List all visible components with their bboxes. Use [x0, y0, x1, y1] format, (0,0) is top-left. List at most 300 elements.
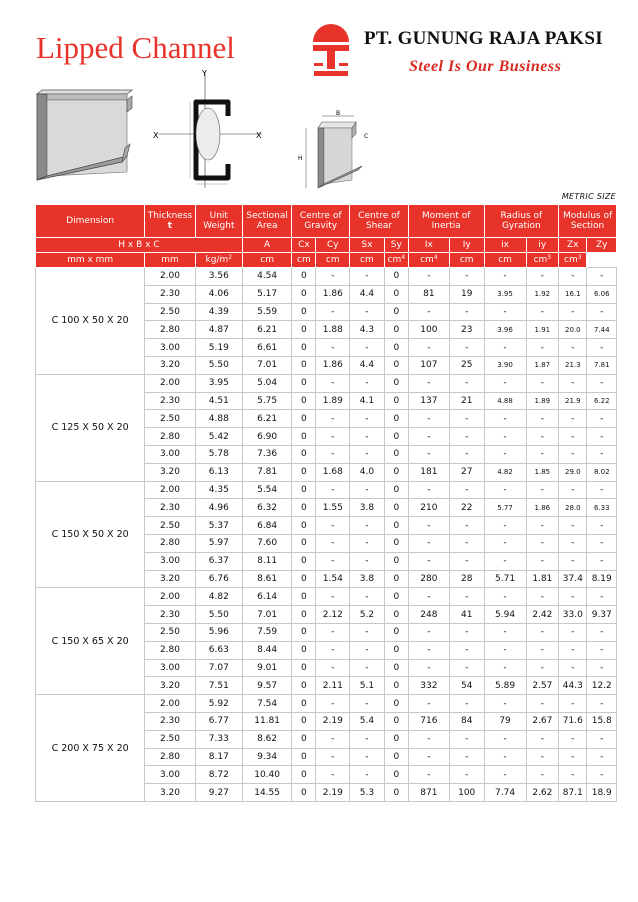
table-cell: -: [408, 517, 449, 535]
table-cell: 3.20: [145, 784, 195, 802]
table-cell: -: [316, 659, 350, 677]
table-cell: 0: [292, 392, 316, 410]
table-cell: 5.92: [195, 695, 242, 713]
table-cell: 7.01: [242, 606, 291, 624]
table-cell: -: [484, 623, 526, 641]
table-cell: 7.44: [587, 321, 617, 339]
table-cell: 79: [484, 712, 526, 730]
table-cell: -: [587, 481, 617, 499]
table-cell: -: [559, 641, 587, 659]
table-cell: -: [449, 659, 484, 677]
table-cell: -: [587, 268, 617, 286]
table-cell: 9.57: [242, 677, 291, 695]
table-cell: -: [350, 481, 385, 499]
table-cell: -: [449, 588, 484, 606]
table-cell: 1.68: [316, 463, 350, 481]
table-cell: 4.39: [195, 303, 242, 321]
header-symbol: Cy: [316, 238, 350, 253]
table-cell: 332: [408, 677, 449, 695]
table-cell: 2.00: [145, 695, 195, 713]
table-cell: 3.00: [145, 445, 195, 463]
table-cell: 0: [384, 356, 408, 374]
table-cell: 28: [449, 570, 484, 588]
table-cell: -: [484, 410, 526, 428]
table-cell: 6.33: [587, 499, 617, 517]
table-cell: -: [408, 588, 449, 606]
table-cell: -: [587, 748, 617, 766]
table-cell: 3.95: [484, 285, 526, 303]
table-cell: 6.22: [587, 392, 617, 410]
table-cell: 181: [408, 463, 449, 481]
table-cell: -: [316, 410, 350, 428]
table-cell: -: [526, 374, 559, 392]
table-cell: -: [350, 552, 385, 570]
table-cell: 4.35: [195, 481, 242, 499]
table-cell: 0: [384, 730, 408, 748]
table-cell: -: [350, 766, 385, 784]
table-cell: 107: [408, 356, 449, 374]
table-cell: -: [559, 730, 587, 748]
table-cell: -: [350, 534, 385, 552]
table-cell: 5.78: [195, 445, 242, 463]
header-unit: mm: [145, 253, 195, 268]
table-cell: 6.77: [195, 712, 242, 730]
table-cell: 4.88: [484, 392, 526, 410]
table-cell: -: [587, 517, 617, 535]
table-cell: -: [484, 730, 526, 748]
table-cell: -: [408, 374, 449, 392]
table-cell: -: [408, 534, 449, 552]
table-cell: 8.19: [587, 570, 617, 588]
table-cell: -: [559, 374, 587, 392]
header-symbol: Sx: [350, 238, 385, 253]
table-cell: -: [350, 339, 385, 357]
table-cell: 0: [292, 570, 316, 588]
table-cell: 6.21: [242, 321, 291, 339]
table-cell: 0: [384, 268, 408, 286]
table-cell: -: [559, 481, 587, 499]
table-cell: 0: [292, 606, 316, 624]
table-cell: -: [484, 303, 526, 321]
table-cell: 0: [292, 445, 316, 463]
table-cell: 4.51: [195, 392, 242, 410]
table-cell: -: [559, 410, 587, 428]
table-cell: -: [449, 428, 484, 446]
table-cell: -: [350, 517, 385, 535]
table-cell: -: [559, 534, 587, 552]
table-cell: -: [526, 303, 559, 321]
table-cell: 3.20: [145, 463, 195, 481]
table-cell: -: [408, 659, 449, 677]
table-cell: -: [408, 623, 449, 641]
designation-cell: C 100 X 50 X 20: [36, 268, 145, 375]
table-cell: -: [408, 445, 449, 463]
table-cell: -: [449, 410, 484, 428]
table-cell: -: [316, 517, 350, 535]
table-cell: 0: [384, 339, 408, 357]
table-cell: -: [316, 445, 350, 463]
table-cell: -: [484, 481, 526, 499]
table-cell: -: [587, 428, 617, 446]
table-cell: 7.51: [195, 677, 242, 695]
table-cell: -: [350, 659, 385, 677]
table-cell: -: [559, 695, 587, 713]
table-cell: -: [316, 339, 350, 357]
table-cell: 5.71: [484, 570, 526, 588]
header-unit: $cm^4$: [408, 253, 449, 268]
table-cell: 3.20: [145, 570, 195, 588]
table-cell: 0: [384, 784, 408, 802]
table-cell: 0: [292, 463, 316, 481]
table-cell: 6.61: [242, 339, 291, 357]
table-cell: 5.42: [195, 428, 242, 446]
table-cell: -: [408, 641, 449, 659]
table-cell: -: [587, 445, 617, 463]
table-cell: -: [449, 748, 484, 766]
table-cell: 71.6: [559, 712, 587, 730]
table-cell: -: [484, 659, 526, 677]
table-cell: 2.80: [145, 321, 195, 339]
table-cell: 7.36: [242, 445, 291, 463]
header-symbol: H x B x C: [36, 238, 243, 253]
table-cell: 8.72: [195, 766, 242, 784]
table-cell: -: [526, 428, 559, 446]
table-cell: -: [449, 730, 484, 748]
table-cell: -: [526, 659, 559, 677]
table-cell: 2.30: [145, 606, 195, 624]
table-cell: 0: [292, 356, 316, 374]
table-cell: 8.61: [242, 570, 291, 588]
table-cell: -: [316, 641, 350, 659]
designation-cell: C 150 X 50 X 20: [36, 481, 145, 588]
table-cell: 9.27: [195, 784, 242, 802]
table-cell: -: [316, 623, 350, 641]
table-cell: -: [316, 748, 350, 766]
table-cell: 7.59: [242, 623, 291, 641]
table-cell: 11.81: [242, 712, 291, 730]
table-cell: -: [484, 766, 526, 784]
table-cell: 3.20: [145, 356, 195, 374]
table-cell: -: [526, 445, 559, 463]
table-cell: -: [408, 730, 449, 748]
table-cell: 0: [384, 374, 408, 392]
table-cell: -: [316, 766, 350, 784]
table-cell: 1.85: [526, 463, 559, 481]
table-cell: 5.54: [242, 481, 291, 499]
table-cell: 7.01: [242, 356, 291, 374]
table-cell: 7.60: [242, 534, 291, 552]
table-cell: -: [559, 552, 587, 570]
table-cell: -: [559, 303, 587, 321]
table-row: [36, 268, 617, 286]
table-cell: 871: [408, 784, 449, 802]
table-cell: 2.00: [145, 374, 195, 392]
header-unit-weight: Unit Weight: [195, 205, 242, 238]
table-cell: 84: [449, 712, 484, 730]
table-cell: 0: [384, 677, 408, 695]
table-cell: 41: [449, 606, 484, 624]
table-cell: 0: [384, 659, 408, 677]
designation-cell: C 200 X 75 X 20: [36, 695, 145, 802]
header-symbol: Iy: [449, 238, 484, 253]
table-cell: 248: [408, 606, 449, 624]
table-cell: 5.94: [484, 606, 526, 624]
table-cell: 21.3: [559, 356, 587, 374]
table-cell: 7.33: [195, 730, 242, 748]
table-cell: 33.0: [559, 606, 587, 624]
table-cell: -: [408, 410, 449, 428]
header-symbol: Ix: [408, 238, 449, 253]
header-unit: mm x mm: [36, 253, 145, 268]
table-cell: -: [526, 748, 559, 766]
table-cell: 1.89: [316, 392, 350, 410]
table-cell: 8.11: [242, 552, 291, 570]
table-cell: 6.63: [195, 641, 242, 659]
table-cell: -: [316, 588, 350, 606]
table-cell: -: [316, 730, 350, 748]
table-cell: 6.32: [242, 499, 291, 517]
company-tagline: Steel Is Our Business: [409, 58, 562, 75]
table-cell: -: [449, 766, 484, 784]
table-cell: 0: [384, 641, 408, 659]
table-cell: -: [587, 641, 617, 659]
table-cell: 2.50: [145, 410, 195, 428]
table-cell: 0: [292, 499, 316, 517]
table-cell: 0: [292, 677, 316, 695]
page-title: Lipped Channel: [36, 30, 235, 65]
table-cell: 4.96: [195, 499, 242, 517]
header-symbol: ix: [484, 238, 526, 253]
table-cell: 1.92: [526, 285, 559, 303]
table-cell: 5.59: [242, 303, 291, 321]
table-cell: 2.50: [145, 303, 195, 321]
table-cell: 1.87: [526, 356, 559, 374]
table-cell: 2.80: [145, 534, 195, 552]
table-cell: -: [484, 534, 526, 552]
table-cell: 5.50: [195, 606, 242, 624]
table-cell: 6.06: [587, 285, 617, 303]
header-symbol: Zy: [587, 238, 617, 253]
table-cell: 280: [408, 570, 449, 588]
table-cell: 0: [384, 445, 408, 463]
table-cell: 0: [384, 517, 408, 535]
header-unit: $cm^3$: [559, 253, 587, 268]
table-cell: 5.77: [484, 499, 526, 517]
table-cell: 2.19: [316, 784, 350, 802]
table-cell: -: [408, 339, 449, 357]
table-cell: -: [484, 517, 526, 535]
table-cell: 2.50: [145, 623, 195, 641]
table-cell: 5.04: [242, 374, 291, 392]
table-cell: 16.1: [559, 285, 587, 303]
table-cell: 100: [408, 321, 449, 339]
header-symbol: Sy: [384, 238, 408, 253]
table-cell: 2.80: [145, 428, 195, 446]
table-cell: 100: [449, 784, 484, 802]
table-cell: -: [350, 588, 385, 606]
dim-c-label: C: [364, 133, 369, 140]
header-unit: cm: [292, 253, 316, 268]
table-cell: 7.81: [587, 356, 617, 374]
table-cell: 5.97: [195, 534, 242, 552]
cross-section-drawing: [150, 66, 270, 191]
table-cell: 0: [384, 623, 408, 641]
table-cell: 5.4: [350, 712, 385, 730]
dim-h-label: H: [298, 155, 303, 162]
header-sectional-area: Sectional Area: [242, 205, 291, 238]
table-cell: 1.88: [316, 321, 350, 339]
table-cell: 5.89: [484, 677, 526, 695]
table-cell: 0: [292, 748, 316, 766]
lipped-channel-table: [35, 204, 617, 802]
table-cell: 2.00: [145, 481, 195, 499]
table-cell: 4.4: [350, 356, 385, 374]
table-cell: -: [350, 445, 385, 463]
table-cell: 0: [384, 695, 408, 713]
table-cell: -: [587, 695, 617, 713]
table-cell: -: [408, 552, 449, 570]
table-cell: 7.74: [484, 784, 526, 802]
table-cell: 37.4: [559, 570, 587, 588]
table-cell: 210: [408, 499, 449, 517]
header-centre-of-gravity: Centre of Gravity: [292, 205, 350, 238]
table-cell: 3.96: [484, 321, 526, 339]
metric-size-label: METRIC SIZE: [561, 192, 616, 201]
table-cell: 5.96: [195, 623, 242, 641]
table-cell: 25: [449, 356, 484, 374]
table-cell: 0: [292, 410, 316, 428]
table-cell: 20.0: [559, 321, 587, 339]
table-cell: -: [350, 303, 385, 321]
dim-b-label: B: [336, 110, 341, 117]
table-cell: 0: [384, 481, 408, 499]
header-unit: cm: [242, 253, 291, 268]
table-cell: 6.84: [242, 517, 291, 535]
table-cell: -: [316, 374, 350, 392]
table-cell: 0: [384, 285, 408, 303]
table-cell: -: [559, 588, 587, 606]
table-cell: -: [449, 641, 484, 659]
table-cell: 2.30: [145, 392, 195, 410]
table-cell: 0: [292, 641, 316, 659]
table-cell: -: [408, 748, 449, 766]
table-cell: -: [484, 552, 526, 570]
table-cell: -: [408, 766, 449, 784]
table-cell: 19: [449, 285, 484, 303]
header-symbol: A: [242, 238, 291, 253]
table-cell: -: [316, 481, 350, 499]
table-cell: -: [449, 339, 484, 357]
table-cell: 81: [408, 285, 449, 303]
table-cell: 8.17: [195, 748, 242, 766]
table-cell: 0: [384, 410, 408, 428]
table-cell: -: [559, 428, 587, 446]
table-cell: 3.20: [145, 677, 195, 695]
table-cell: -: [316, 303, 350, 321]
channel-3d-drawing: [32, 86, 137, 191]
table-cell: 3.00: [145, 552, 195, 570]
table-cell: -: [587, 410, 617, 428]
company-logo: [310, 22, 352, 80]
table-cell: 0: [292, 588, 316, 606]
table-cell: 4.0: [350, 463, 385, 481]
table-cell: -: [526, 552, 559, 570]
table-cell: 29.0: [559, 463, 587, 481]
header-modulus-of-section: Modulus of Section: [559, 205, 617, 238]
table-cell: 0: [292, 268, 316, 286]
table-cell: -: [449, 445, 484, 463]
table-cell: -: [350, 268, 385, 286]
table-cell: 3.8: [350, 499, 385, 517]
table-cell: -: [316, 428, 350, 446]
table-cell: 0: [384, 570, 408, 588]
table-cell: 3.90: [484, 356, 526, 374]
table-cell: 21: [449, 392, 484, 410]
table-cell: 14.55: [242, 784, 291, 802]
table-cell: 4.82: [195, 588, 242, 606]
table-cell: 4.82: [484, 463, 526, 481]
table-cell: 0: [292, 517, 316, 535]
table-cell: 9.34: [242, 748, 291, 766]
table-cell: 6.76: [195, 570, 242, 588]
table-cell: 0: [292, 766, 316, 784]
table-cell: -: [316, 552, 350, 570]
table-cell: 5.17: [242, 285, 291, 303]
table-cell: -: [408, 268, 449, 286]
table-cell: -: [526, 695, 559, 713]
table-cell: -: [449, 303, 484, 321]
table-cell: -: [408, 481, 449, 499]
table-cell: 0: [292, 374, 316, 392]
designation-cell: C 150 X 65 X 20: [36, 588, 145, 695]
table-cell: 4.54: [242, 268, 291, 286]
table-cell: 3.00: [145, 659, 195, 677]
table-cell: 0: [292, 695, 316, 713]
header-unit: cm: [449, 253, 484, 268]
table-cell: 3.00: [145, 766, 195, 784]
table-cell: -: [484, 588, 526, 606]
table-cell: -: [526, 481, 559, 499]
header-unit: $cm^4$: [384, 253, 408, 268]
table-cell: 5.3: [350, 784, 385, 802]
table-row: [36, 588, 617, 606]
table-cell: -: [587, 374, 617, 392]
table-cell: 5.19: [195, 339, 242, 357]
table-cell: 0: [384, 606, 408, 624]
table-cell: 27: [449, 463, 484, 481]
table-cell: 2.80: [145, 641, 195, 659]
table-cell: 1.91: [526, 321, 559, 339]
table-cell: 2.30: [145, 712, 195, 730]
table-cell: -: [484, 641, 526, 659]
table-cell: 0: [384, 428, 408, 446]
table-cell: -: [408, 428, 449, 446]
table-row: [36, 695, 617, 713]
table-cell: 0: [384, 588, 408, 606]
table-cell: 1.86: [316, 285, 350, 303]
table-cell: -: [408, 303, 449, 321]
table-cell: 3.56: [195, 268, 242, 286]
table-cell: -: [316, 534, 350, 552]
table-cell: -: [449, 695, 484, 713]
table-cell: 0: [292, 730, 316, 748]
table-cell: -: [316, 268, 350, 286]
table-cell: 28.0: [559, 499, 587, 517]
table-cell: -: [526, 588, 559, 606]
table-cell: 2.00: [145, 588, 195, 606]
table-cell: 0: [292, 659, 316, 677]
table-cell: 12.2: [587, 677, 617, 695]
